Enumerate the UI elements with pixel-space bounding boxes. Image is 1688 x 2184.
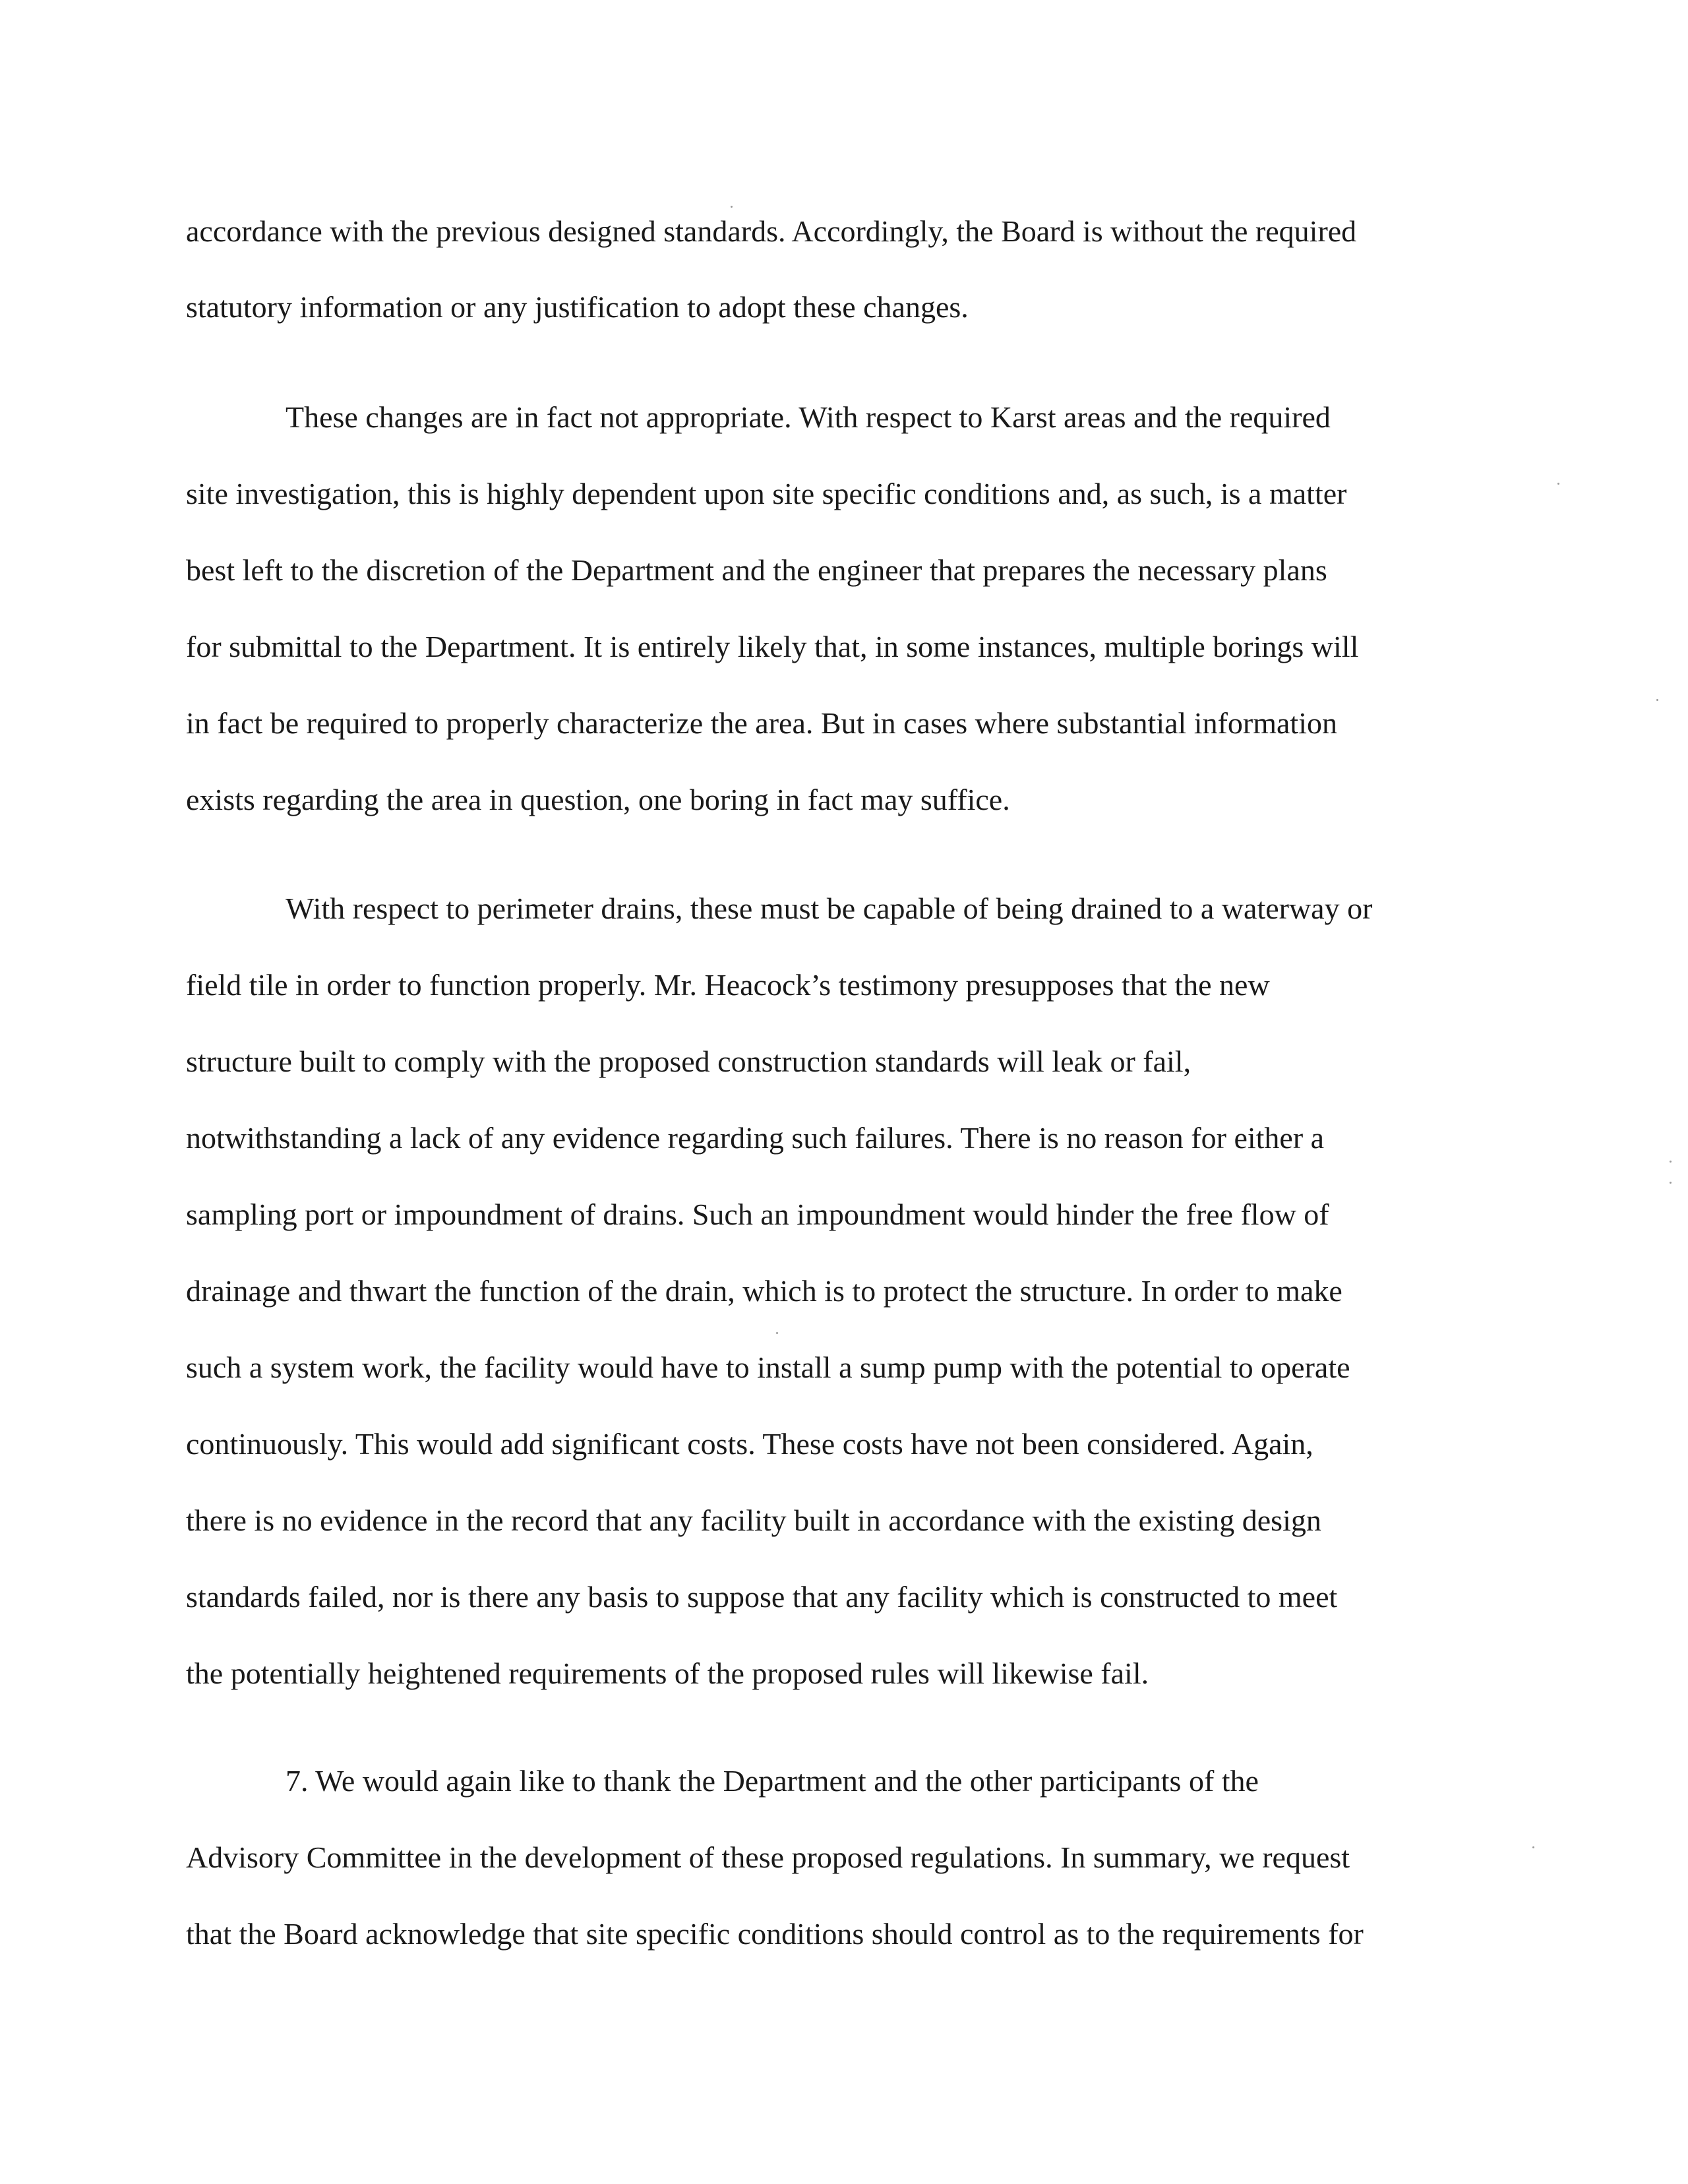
karst-line-5: in fact be required to properly characterize the area. But in cases where substantial information <box>186 706 1337 740</box>
drains-line-6: drainage and thwart the function of the drain, which is to protect the structure. In order to make <box>186 1274 1342 1308</box>
continuation-line-2: statutory information or any justification to adopt these changes. <box>186 290 969 324</box>
scan-speck <box>1670 1182 1672 1184</box>
item-7-line-3: that the Board acknowledge that site specific conditions should control as to the requirements for <box>186 1917 1364 1951</box>
drains-line-4: notwithstanding a lack of any evidence regarding such failures. There is no reason for either a <box>186 1121 1325 1155</box>
karst-line-1: These changes are in fact not appropriate. With respect to Karst areas and the required <box>286 400 1331 434</box>
drains-line-7: such a system work, the facility would have to install a sump pump with the potential to operate <box>186 1350 1350 1384</box>
karst-line-4: for submittal to the Department. It is entirely likely that, in some instances, multiple borings will <box>186 630 1359 663</box>
scan-speck <box>1656 699 1658 701</box>
scan-speck <box>731 206 733 208</box>
scan-speck <box>1670 1161 1672 1163</box>
scan-speck <box>1557 483 1559 485</box>
scan-speck <box>1532 1846 1534 1848</box>
drains-line-5: sampling port or impoundment of drains. Such an impoundment would hinder the free flow of <box>186 1198 1329 1231</box>
drains-line-1: With respect to perimeter drains, these must be capable of being drained to a waterway or <box>286 892 1373 925</box>
karst-line-6: exists regarding the area in question, one boring in fact may suffice. <box>186 783 1010 816</box>
drains-line-10: standards failed, nor is there any basis to suppose that any facility which is constructed to meet <box>186 1580 1338 1614</box>
drains-line-8: continuously. This would add significant costs. These costs have not been considered. Again, <box>186 1427 1313 1461</box>
karst-line-2: site investigation, this is highly dependent upon site specific conditions and, as such, is a matter <box>186 477 1347 510</box>
drains-line-11: the potentially heightened requirements of the proposed rules will likewise fail. <box>186 1656 1149 1690</box>
drains-line-2: field tile in order to function properly. Mr. Heacock’s testimony presupposes that the new <box>186 968 1270 1002</box>
karst-line-3: best left to the discretion of the Department and the engineer that prepares the necessary plans <box>186 553 1327 587</box>
drains-line-3: structure built to comply with the proposed construction standards will leak or fail, <box>186 1045 1191 1078</box>
item-7-line-2: Advisory Committee in the development of these proposed regulations. In summary, we request <box>186 1840 1350 1874</box>
drains-line-9: there is no evidence in the record that any facility built in accordance with the existing design <box>186 1503 1321 1537</box>
scan-speck <box>776 1332 778 1334</box>
continuation-line-1: accordance with the previous designed standards. Accordingly, the Board is without the required <box>186 214 1357 248</box>
item-7-line-1: 7. We would again like to thank the Department and the other participants of the <box>286 1764 1259 1798</box>
